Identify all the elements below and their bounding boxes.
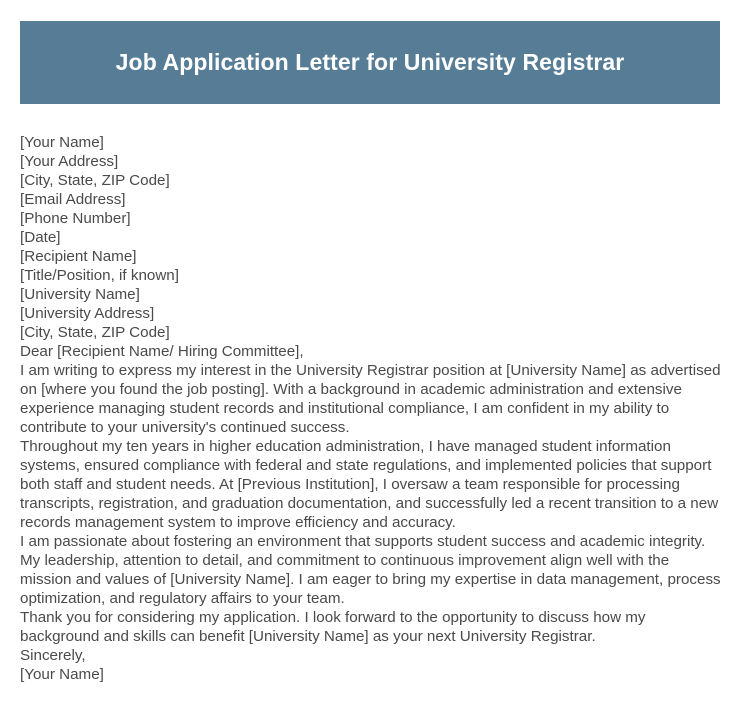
closing-salutation: Sincerely, [20, 647, 86, 664]
sender-line: [City, State, ZIP Code] [20, 172, 170, 189]
document-header-banner [20, 21, 720, 104]
sender-address-block [20, 133, 724, 247]
recipient-line: [Title/Position, if known] [20, 267, 179, 284]
recipient-line: [City, State, ZIP Code] [20, 324, 170, 341]
signature-name: [Your Name] [20, 666, 104, 683]
sender-line: [Phone Number] [20, 210, 131, 227]
sender-line: [Email Address] [20, 191, 126, 208]
body-paragraph-1: I am writing to express my interest in the University Registrar position at [University Name] as advertised on [where you found the job posting]. With a background in academic administration and extensive experience managing student records and institutional compliance, I am confident in my ability to contribute to your university's continued success. [20, 362, 721, 436]
recipient-line: [Recipient Name] [20, 248, 137, 265]
page-title: Job Application Letter for University Registrar [115, 48, 625, 75]
recipient-line: [University Name] [20, 286, 140, 303]
sender-line: [Your Name] [20, 134, 104, 151]
recipient-line: [University Address] [20, 305, 155, 322]
sender-line: [Your Address] [20, 153, 119, 170]
recipient-address-block [20, 247, 724, 342]
letter-content [20, 133, 724, 684]
body-paragraph-4: Thank you for considering my application. I look forward to the opportunity to discuss how my background and skills can benefit [University Name] as your next University Registrar. [20, 609, 646, 645]
body-paragraph-3: I am passionate about fostering an environment that supports student success and academic integrity. My leadership, attention to detail, and commitment to continuous improvement align well with the mission and values of [University Name]. I am eager to bring my expertise in data management, process optimization, and regulatory affairs to your team. [20, 533, 721, 607]
sender-line: [Date] [20, 229, 61, 246]
salutation: Dear [Recipient Name/ Hiring Committee], [20, 343, 304, 360]
body-paragraph-2: Throughout my ten years in higher education administration, I have managed student information systems, ensured compliance with federal and state regulations, and implemented policies that support both staff and student needs. At [Previous Institution], I oversaw a team responsible for processing transcripts, registration, and graduation documentation, and successfully led a recent transition to a new records management system to improve efficiency and accuracy. [20, 438, 719, 531]
